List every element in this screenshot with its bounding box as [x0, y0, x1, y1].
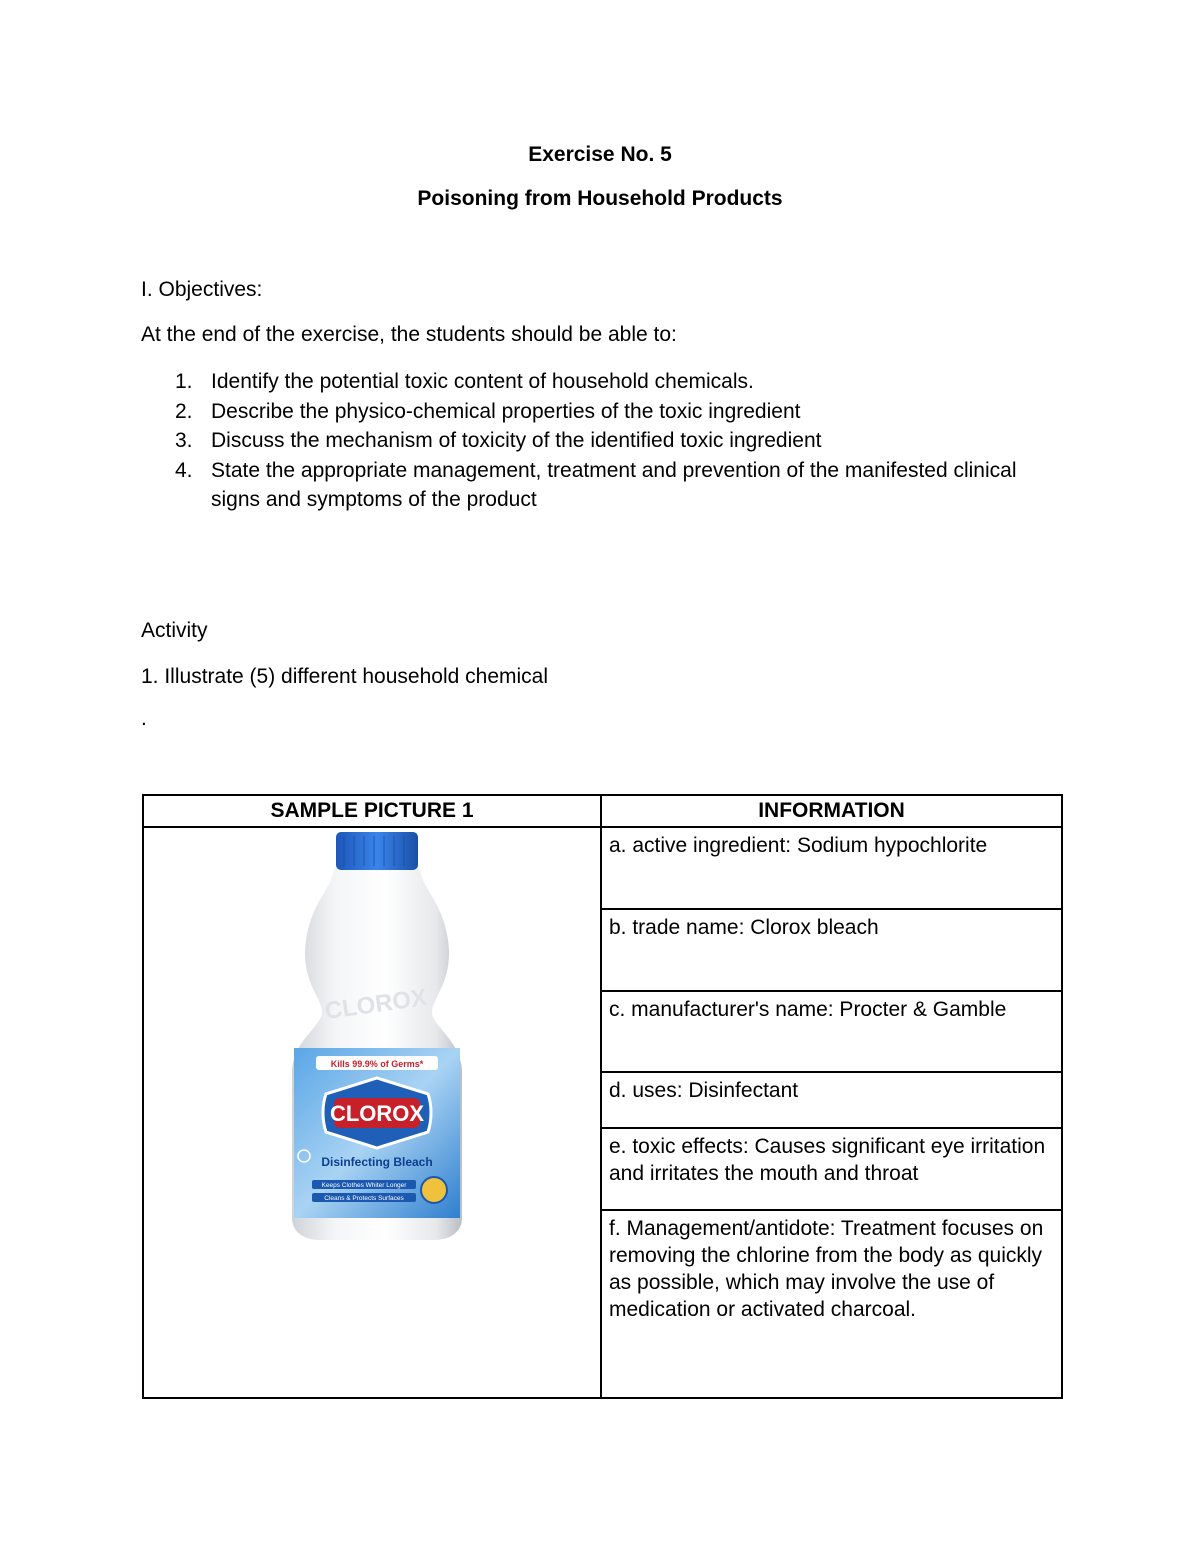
info-manufacturer: c. manufacturer's name: Procter & Gamble — [601, 991, 1062, 1072]
objective-item — [141, 456, 1061, 515]
objective-item — [141, 426, 1061, 456]
objective-item — [141, 397, 1061, 427]
sample-picture-cell — [143, 827, 601, 1398]
embossed-brand-text: CLOROX — [323, 984, 429, 1026]
objectives-intro: At the end of the exercise, the students should be able to: — [141, 323, 677, 346]
bleach-bottle-image — [282, 830, 472, 1242]
objective-item — [141, 367, 1061, 397]
info-trade-name: b. trade name: Clorox bleach — [601, 909, 1062, 991]
brand-logo-text: CLOROX — [329, 1101, 425, 1126]
activity-instruction: 1. Illustrate (5) different household chemical — [141, 665, 548, 688]
objectives-list — [141, 367, 1061, 515]
bottle-cap — [336, 832, 418, 870]
info-active-ingredient: a. active ingredient: Sodium hypochlorite — [601, 827, 1062, 909]
objective-text: Identify the potential toxic content of household chemicals. — [211, 370, 754, 393]
activity-heading: Activity — [141, 619, 208, 642]
table-row — [143, 827, 1062, 909]
info-table — [142, 794, 1063, 1399]
exercise-number: Exercise No. 5 — [528, 143, 672, 166]
info-toxic-effects: e. toxic effects: Causes significant eye irritation and irritates the mouth and throat — [601, 1128, 1062, 1210]
exercise-title: Poisoning from Household Products — [417, 187, 783, 210]
objective-number: 1. — [175, 370, 193, 393]
info-management: f. Management/antidote: Treatment focuses on removing the chlorine from the body as quickly as possible, which may involve the use of medication or activated charcoal. — [601, 1210, 1062, 1398]
seal-badge — [421, 1177, 447, 1203]
product-name-text: Disinfecting Bleach — [321, 1155, 433, 1169]
objective-number: 2. — [175, 399, 193, 423]
objective-text: Describe the physico-chemical properties of the toxic ingredient — [211, 399, 801, 423]
table-header-row — [143, 795, 1062, 827]
claim-text-1: Keeps Clothes Whiter Longer — [321, 1182, 407, 1189]
objectives-heading: I. Objectives: — [141, 278, 263, 301]
objective-number: 4. — [175, 458, 193, 482]
header-sample-picture: SAMPLE PICTURE 1 — [143, 795, 601, 827]
header-information: INFORMATION — [601, 795, 1062, 827]
stray-period: . — [141, 707, 147, 730]
objective-text: Discuss the mechanism of toxicity of the identified toxic ingredient — [211, 429, 822, 452]
objective-number: 3. — [175, 429, 193, 452]
claim-text-2: Cleans & Protects Surfaces — [324, 1195, 404, 1202]
info-uses: d. uses: Disinfectant — [601, 1072, 1062, 1128]
objective-text: State the appropriate management, treatment and prevention of the manifested clinical signs and symptoms of the product — [211, 458, 1017, 511]
banner-text: Kills 99.9% of Germs* — [330, 1059, 424, 1069]
